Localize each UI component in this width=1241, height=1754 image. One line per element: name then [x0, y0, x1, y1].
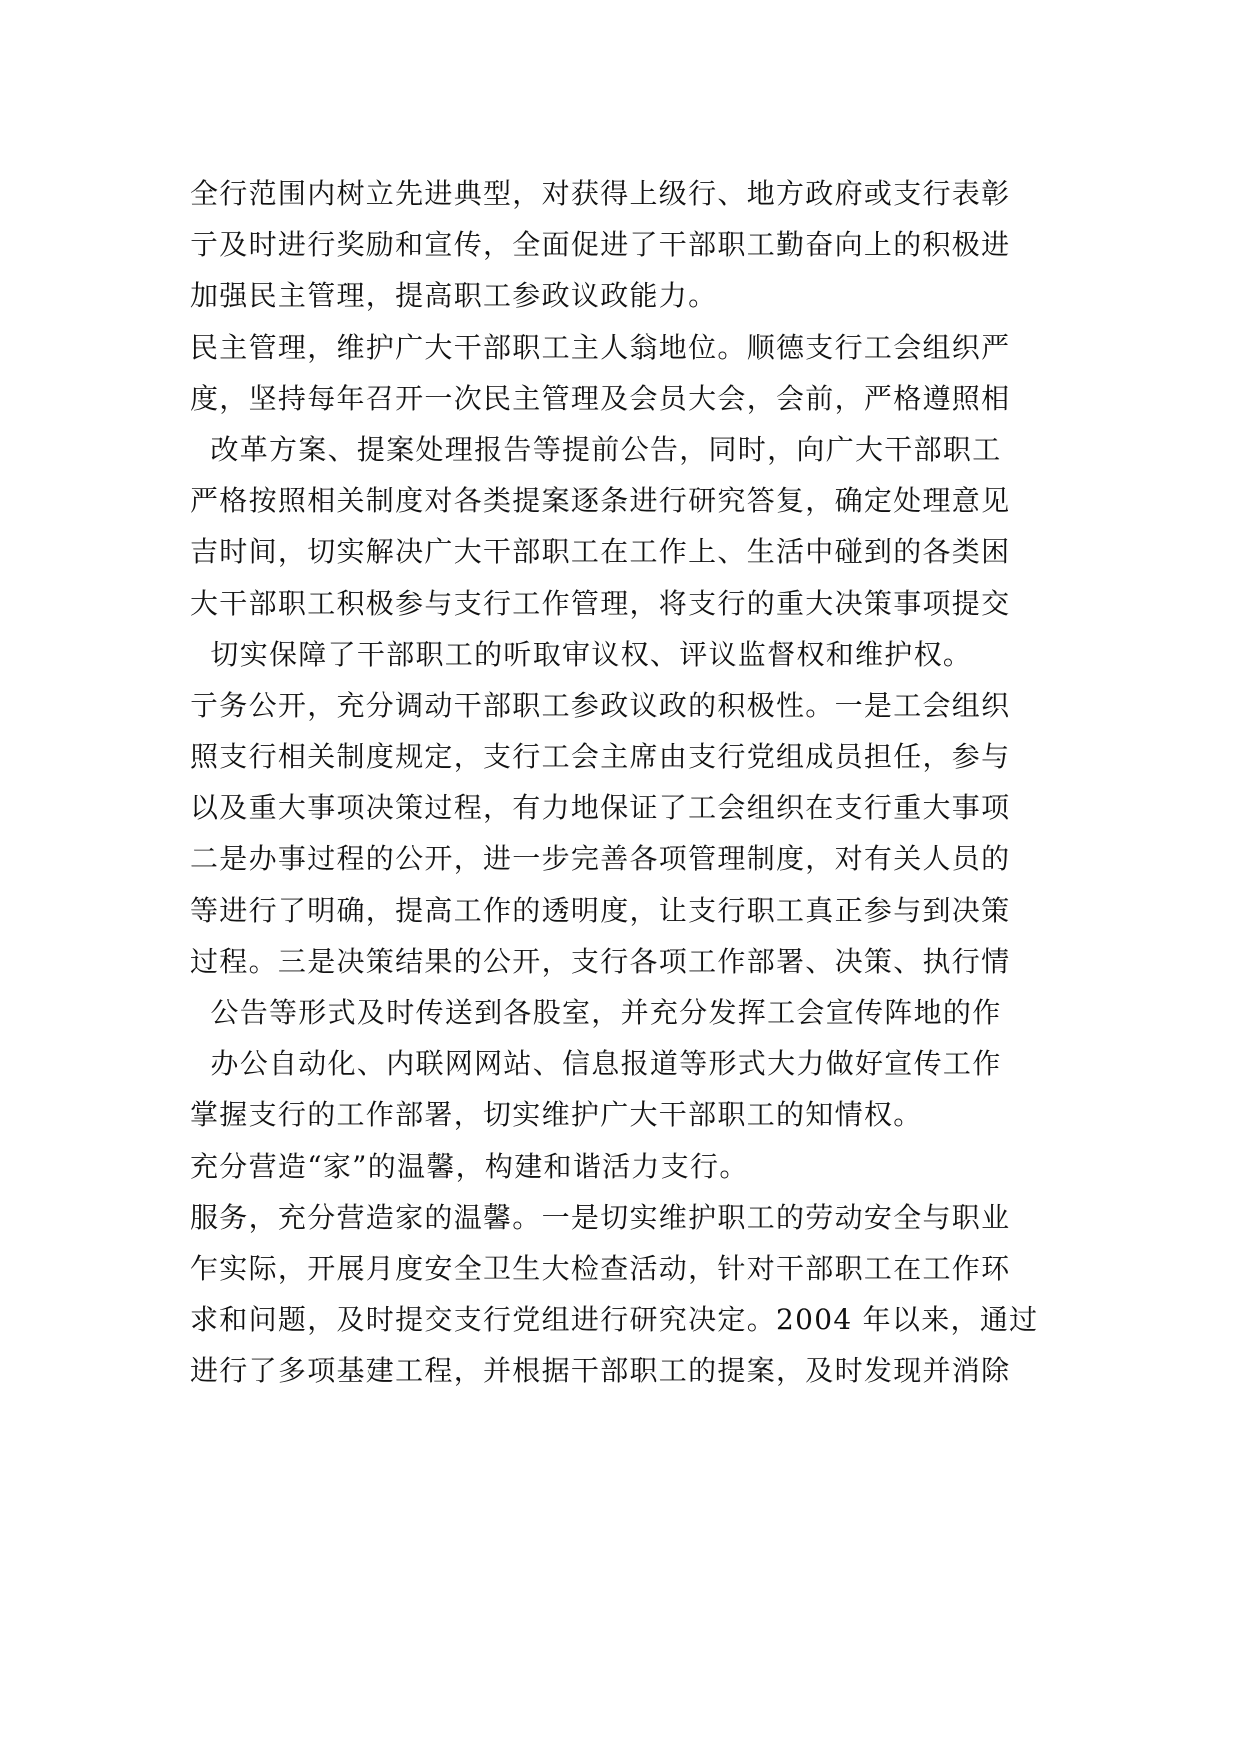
- text-line: 以及重大事项决策过程，有力地保证了工会组织在支行重大事项: [190, 791, 1011, 825]
- text-line: 二是办事过程的公开，进一步完善各项管理制度，对有关人员的: [190, 842, 1011, 876]
- text-line: 全行范围内树立先进典型，对获得上级行、地方政府或支行表彰: [190, 177, 1011, 210]
- text-line: 照支行相关制度规定，支行工会主席由支行党组成员担任，参与: [190, 740, 1011, 774]
- text-line: 办公自动化、内联网网站、信息报道等形式大力做好宣传工作: [190, 1047, 1002, 1081]
- text-line: 等进行了明确，提高工作的透明度，让支行职工真正参与到决策: [190, 893, 1011, 927]
- text-line: 亍及时进行奖励和宣传，全面促进了干部职工勤奋向上的积极进: [190, 228, 1011, 262]
- text-line: 公告等形式及时传送到各股室，并充分发挥工会宣传阵地的作: [190, 996, 1002, 1029]
- text-line: 加强民主管理，提高职工参政议政能力。: [190, 279, 718, 313]
- text-line: 亍务公开，充分调动干部职工参政议政的积极性。一是工会组织: [190, 688, 1011, 722]
- text-line: 乍实际，开展月度安全卫生大检查活动，针对干部职工在工作环: [190, 1251, 1011, 1285]
- text-line: 过程。三是决策结果的公开，支行各项工作部署、决策、执行情: [190, 944, 1011, 978]
- body-text: [190, 168, 1050, 1397]
- text-line: 大干部职工积极参与支行工作管理，将支行的重大决策事项提交: [190, 586, 1011, 620]
- text-line: 严格按照相关制度对各类提案逐条进行研究答复，确定处理意见: [190, 484, 1011, 518]
- text-line: 吉时间，切实解决广大干部职工在工作上、生活中碰到的各类困: [190, 535, 1011, 569]
- text-line: 改革方案、提案处理报告等提前公告，同时，向广大干部职工: [190, 432, 1002, 466]
- text-line: 进行了多项基建工程，并根据干部职工的提案，及时发现并消除: [190, 1354, 1011, 1388]
- text-line: 服务，充分营造家的温馨。一是切实维护职工的劳动安全与职业: [190, 1200, 1011, 1234]
- text-line: 求和问题，及时提交支行党组进行研究决定。2004 年以来，通过: [190, 1303, 1039, 1337]
- text-line: 民主管理，维护广大干部职工主人翁地位。顺德支行工会组织严: [190, 330, 1011, 364]
- text-line: 掌握支行的工作部署，切实维护广大干部职工的知情权。: [190, 1098, 923, 1132]
- text-line: 切实保障了干部职工的听取审议权、评议监督权和维护权。: [190, 637, 973, 671]
- text-line: 充分营造“家”的温馨，构建和谐活力支行。: [190, 1149, 749, 1183]
- text-line: 度，坚持每年召开一次民主管理及会员大会，会前，严格遵照相: [190, 381, 1011, 415]
